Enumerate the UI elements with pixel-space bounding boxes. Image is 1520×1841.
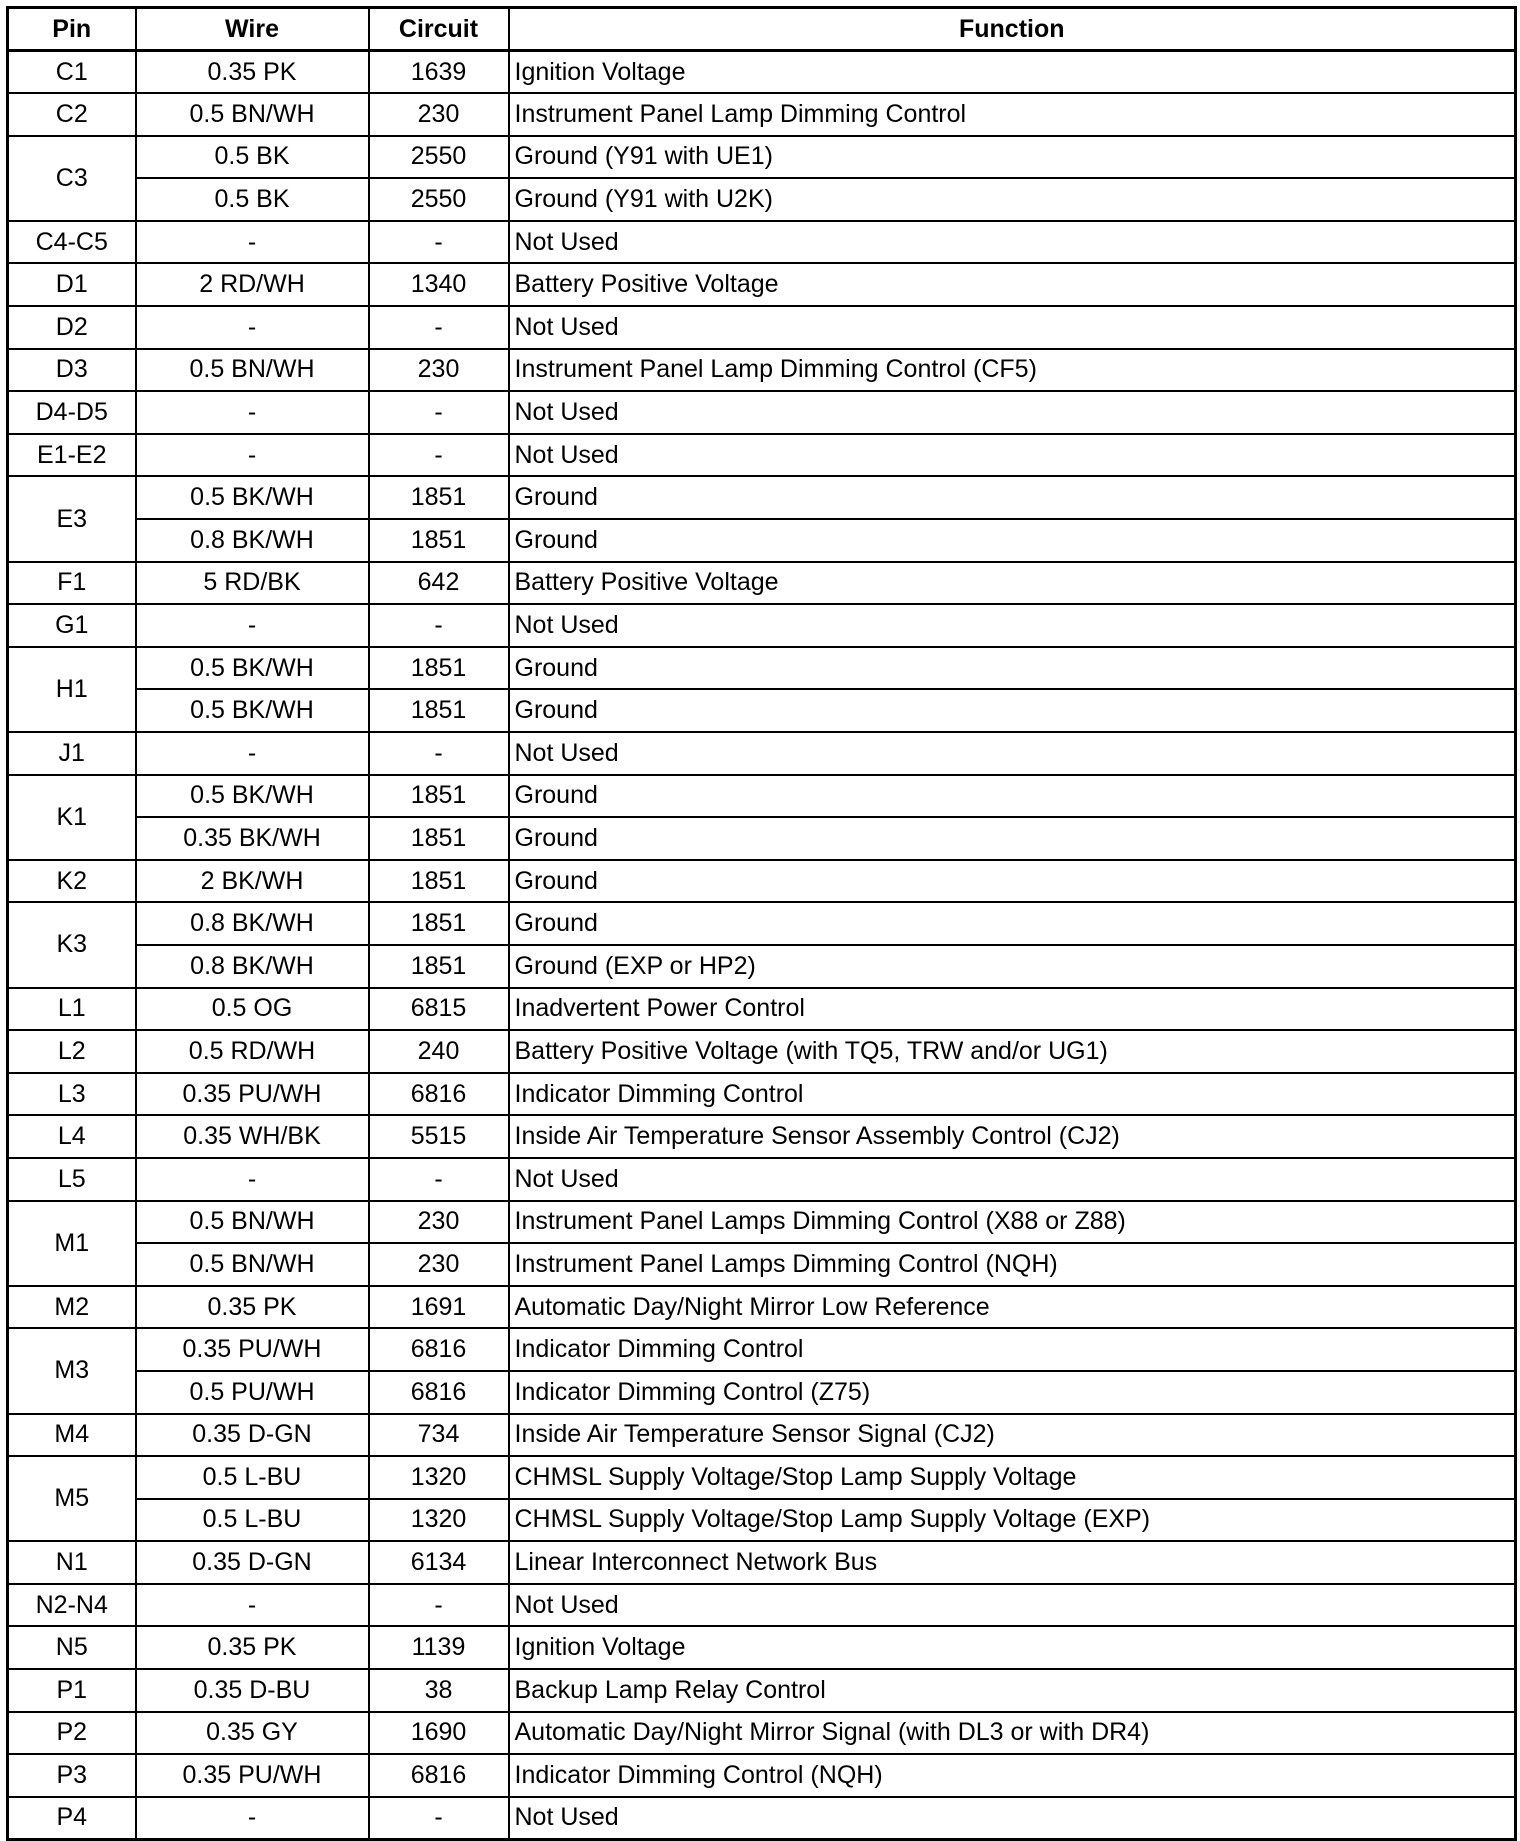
circuit-cell: - [369, 1797, 509, 1840]
function-cell: Ground [509, 519, 1516, 562]
function-cell: Automatic Day/Night Mirror Low Reference [509, 1286, 1516, 1329]
circuit-cell: 2550 [369, 136, 509, 179]
function-cell: Ground [509, 817, 1516, 860]
table-row [8, 1754, 1516, 1797]
circuit-cell: 1639 [369, 51, 509, 94]
wire-cell: - [136, 306, 369, 349]
pin-cell: M5 [8, 1456, 136, 1541]
circuit-cell: - [369, 732, 509, 775]
wire-cell: 0.35 D-GN [136, 1414, 369, 1457]
function-cell: Ground [509, 860, 1516, 903]
wire-cell: 0.8 BK/WH [136, 945, 369, 988]
header-wire: Wire [136, 8, 369, 51]
pin-cell: L4 [8, 1115, 136, 1158]
wire-cell: 0.35 PK [136, 51, 369, 94]
wire-cell: - [136, 604, 369, 647]
function-cell: Not Used [509, 1158, 1516, 1201]
table-row [8, 1712, 1516, 1755]
header-pin: Pin [8, 8, 136, 51]
function-cell: Not Used [509, 1797, 1516, 1840]
circuit-cell: 1690 [369, 1712, 509, 1755]
table-row [8, 519, 1516, 562]
function-cell: Not Used [509, 306, 1516, 349]
circuit-cell: - [369, 391, 509, 434]
pin-cell: C3 [8, 136, 136, 221]
function-cell: Ground (Y91 with UE1) [509, 136, 1516, 179]
wire-cell: 0.35 PU/WH [136, 1328, 369, 1371]
wire-cell: - [136, 1584, 369, 1627]
pin-cell: L1 [8, 988, 136, 1031]
table-row [8, 1584, 1516, 1627]
function-cell: Ground [509, 647, 1516, 690]
circuit-cell: - [369, 434, 509, 477]
header-circuit: Circuit [369, 8, 509, 51]
table-row [8, 1158, 1516, 1201]
wire-cell: - [136, 1797, 369, 1840]
function-cell: Not Used [509, 434, 1516, 477]
table-row [8, 1328, 1516, 1371]
table-row [8, 263, 1516, 306]
circuit-cell: 1340 [369, 263, 509, 306]
table-row [8, 1243, 1516, 1286]
pin-cell: D2 [8, 306, 136, 349]
pin-cell: K1 [8, 775, 136, 860]
pin-cell: F1 [8, 562, 136, 605]
table-row [8, 817, 1516, 860]
function-cell: Not Used [509, 1584, 1516, 1627]
circuit-cell: 1320 [369, 1499, 509, 1542]
pin-cell: M2 [8, 1286, 136, 1329]
circuit-cell: - [369, 1584, 509, 1627]
table-row [8, 434, 1516, 477]
pin-cell: N1 [8, 1541, 136, 1584]
wire-cell: 0.5 BK [136, 178, 369, 221]
table-row [8, 902, 1516, 945]
table-row [8, 689, 1516, 732]
pin-cell: H1 [8, 647, 136, 732]
wire-cell: 0.5 BK/WH [136, 647, 369, 690]
table-row [8, 1286, 1516, 1329]
wire-cell: 0.35 PK [136, 1286, 369, 1329]
connector-pinout-table [6, 6, 1517, 1841]
pin-cell: K3 [8, 902, 136, 987]
function-cell: Battery Positive Voltage [509, 562, 1516, 605]
circuit-cell: 6816 [369, 1328, 509, 1371]
function-cell: Instrument Panel Lamp Dimming Control [509, 93, 1516, 136]
pin-cell: C4-C5 [8, 221, 136, 264]
circuit-cell: 1851 [369, 519, 509, 562]
pin-cell: E1-E2 [8, 434, 136, 477]
wire-cell: 0.35 GY [136, 1712, 369, 1755]
function-cell: Not Used [509, 604, 1516, 647]
pin-cell: G1 [8, 604, 136, 647]
function-cell: Ground [509, 689, 1516, 732]
table-row [8, 93, 1516, 136]
circuit-cell: 230 [369, 1243, 509, 1286]
function-cell: Indicator Dimming Control (Z75) [509, 1371, 1516, 1414]
table-row [8, 1371, 1516, 1414]
pin-cell: C1 [8, 51, 136, 94]
function-cell: Ground (EXP or HP2) [509, 945, 1516, 988]
wire-cell: - [136, 221, 369, 264]
circuit-cell: - [369, 1158, 509, 1201]
circuit-cell: 1851 [369, 647, 509, 690]
table-row [8, 1115, 1516, 1158]
circuit-cell: 1851 [369, 775, 509, 818]
function-cell: Inside Air Temperature Sensor Signal (CJ2) [509, 1414, 1516, 1457]
circuit-cell: 1851 [369, 476, 509, 519]
circuit-cell: 6134 [369, 1541, 509, 1584]
pin-cell: D3 [8, 349, 136, 392]
circuit-cell: - [369, 306, 509, 349]
circuit-cell: 2550 [369, 178, 509, 221]
table-row [8, 349, 1516, 392]
function-cell: Instrument Panel Lamp Dimming Control (CF5) [509, 349, 1516, 392]
function-cell: Inadvertent Power Control [509, 988, 1516, 1031]
wire-cell: 0.5 BN/WH [136, 93, 369, 136]
pin-cell: P4 [8, 1797, 136, 1840]
circuit-cell: 1691 [369, 1286, 509, 1329]
wire-cell: 5 RD/BK [136, 562, 369, 605]
wire-cell: 0.5 L-BU [136, 1499, 369, 1542]
table-row [8, 1499, 1516, 1542]
table-row [8, 860, 1516, 903]
pin-cell: M1 [8, 1201, 136, 1286]
table-row [8, 1456, 1516, 1499]
pin-cell: D4-D5 [8, 391, 136, 434]
circuit-cell: 1320 [369, 1456, 509, 1499]
pin-cell: K2 [8, 860, 136, 903]
circuit-cell: 1851 [369, 902, 509, 945]
wire-cell: 0.35 D-GN [136, 1541, 369, 1584]
wire-cell: 0.5 PU/WH [136, 1371, 369, 1414]
circuit-cell: 230 [369, 93, 509, 136]
wire-cell: 0.5 BK [136, 136, 369, 179]
function-cell: Ground [509, 902, 1516, 945]
function-cell: CHMSL Supply Voltage/Stop Lamp Supply Voltage (EXP) [509, 1499, 1516, 1542]
wire-cell: 0.35 BK/WH [136, 817, 369, 860]
table-row [8, 1669, 1516, 1712]
circuit-cell: 38 [369, 1669, 509, 1712]
circuit-cell: 642 [369, 562, 509, 605]
function-cell: Indicator Dimming Control [509, 1073, 1516, 1116]
header-row [8, 8, 1516, 51]
table-row [8, 306, 1516, 349]
function-cell: Indicator Dimming Control (NQH) [509, 1754, 1516, 1797]
function-cell: Indicator Dimming Control [509, 1328, 1516, 1371]
wire-cell: - [136, 1158, 369, 1201]
table-row [8, 391, 1516, 434]
pin-cell: P1 [8, 1669, 136, 1712]
table-row [8, 732, 1516, 775]
circuit-cell: 5515 [369, 1115, 509, 1158]
pin-cell: C2 [8, 93, 136, 136]
circuit-cell: 6816 [369, 1073, 509, 1116]
function-cell: Ground [509, 775, 1516, 818]
function-cell: CHMSL Supply Voltage/Stop Lamp Supply Voltage [509, 1456, 1516, 1499]
wire-cell: 0.5 BN/WH [136, 1243, 369, 1286]
circuit-cell: - [369, 604, 509, 647]
function-cell: Instrument Panel Lamps Dimming Control (NQH) [509, 1243, 1516, 1286]
circuit-cell: 6815 [369, 988, 509, 1031]
function-cell: Ground [509, 476, 1516, 519]
pin-cell: P3 [8, 1754, 136, 1797]
circuit-cell: 6816 [369, 1371, 509, 1414]
pin-cell: M4 [8, 1414, 136, 1457]
table-row [8, 647, 1516, 690]
circuit-cell: 1851 [369, 945, 509, 988]
circuit-cell: 1851 [369, 860, 509, 903]
pin-cell: P2 [8, 1712, 136, 1755]
table-row [8, 1414, 1516, 1457]
function-cell: Inside Air Temperature Sensor Assembly Control (CJ2) [509, 1115, 1516, 1158]
table-row [8, 1073, 1516, 1116]
circuit-cell: 734 [369, 1414, 509, 1457]
circuit-cell: 6816 [369, 1754, 509, 1797]
circuit-cell: 230 [369, 1201, 509, 1244]
wire-cell: 0.35 D-BU [136, 1669, 369, 1712]
function-cell: Battery Positive Voltage (with TQ5, TRW and/or UG1) [509, 1030, 1516, 1073]
pin-cell: J1 [8, 732, 136, 775]
wire-cell: 0.5 OG [136, 988, 369, 1031]
header-function: Function [509, 8, 1516, 51]
table-row [8, 1797, 1516, 1840]
wire-cell: 0.35 PK [136, 1626, 369, 1669]
table-row [8, 1626, 1516, 1669]
circuit-cell: 1851 [369, 817, 509, 860]
wire-cell: 2 RD/WH [136, 263, 369, 306]
pin-cell: D1 [8, 263, 136, 306]
function-cell: Instrument Panel Lamps Dimming Control (X88 or Z88) [509, 1201, 1516, 1244]
function-cell: Automatic Day/Night Mirror Signal (with DL3 or with DR4) [509, 1712, 1516, 1755]
table-row [8, 51, 1516, 94]
table-row [8, 178, 1516, 221]
table-row [8, 221, 1516, 264]
wire-cell: - [136, 434, 369, 477]
table-header [8, 8, 1516, 51]
function-cell: Backup Lamp Relay Control [509, 1669, 1516, 1712]
pin-cell: L5 [8, 1158, 136, 1201]
table-row [8, 775, 1516, 818]
circuit-cell: 230 [369, 349, 509, 392]
pin-cell: M3 [8, 1328, 136, 1413]
table-row [8, 988, 1516, 1031]
wire-cell: 0.35 PU/WH [136, 1754, 369, 1797]
wire-cell: 2 BK/WH [136, 860, 369, 903]
pin-cell: N2-N4 [8, 1584, 136, 1627]
function-cell: Not Used [509, 221, 1516, 264]
table-row [8, 1541, 1516, 1584]
table-row [8, 136, 1516, 179]
circuit-cell: 1851 [369, 689, 509, 732]
table-row [8, 945, 1516, 988]
wire-cell: 0.8 BK/WH [136, 902, 369, 945]
table-row [8, 604, 1516, 647]
pin-cell: L2 [8, 1030, 136, 1073]
pin-cell: N5 [8, 1626, 136, 1669]
wire-cell: 0.8 BK/WH [136, 519, 369, 562]
wire-cell: 0.5 L-BU [136, 1456, 369, 1499]
function-cell: Not Used [509, 391, 1516, 434]
function-cell: Ignition Voltage [509, 1626, 1516, 1669]
pin-cell: E3 [8, 476, 136, 561]
circuit-cell: 1139 [369, 1626, 509, 1669]
wire-cell: 0.5 BN/WH [136, 349, 369, 392]
wire-cell: 0.5 BN/WH [136, 1201, 369, 1244]
pin-cell: L3 [8, 1073, 136, 1116]
circuit-cell: 240 [369, 1030, 509, 1073]
function-cell: Battery Positive Voltage [509, 263, 1516, 306]
table-row [8, 476, 1516, 519]
function-cell: Ground (Y91 with U2K) [509, 178, 1516, 221]
function-cell: Linear Interconnect Network Bus [509, 1541, 1516, 1584]
wire-cell: 0.5 BK/WH [136, 775, 369, 818]
wire-cell: 0.35 WH/BK [136, 1115, 369, 1158]
function-cell: Ignition Voltage [509, 51, 1516, 94]
function-cell: Not Used [509, 732, 1516, 775]
wire-cell: 0.5 BK/WH [136, 689, 369, 732]
circuit-cell: - [369, 221, 509, 264]
wire-cell: 0.5 RD/WH [136, 1030, 369, 1073]
table-row [8, 1201, 1516, 1244]
wire-cell: 0.5 BK/WH [136, 476, 369, 519]
table-row [8, 1030, 1516, 1073]
wire-cell: 0.35 PU/WH [136, 1073, 369, 1116]
table-row [8, 562, 1516, 605]
wire-cell: - [136, 732, 369, 775]
wire-cell: - [136, 391, 369, 434]
table-body [8, 51, 1516, 1840]
